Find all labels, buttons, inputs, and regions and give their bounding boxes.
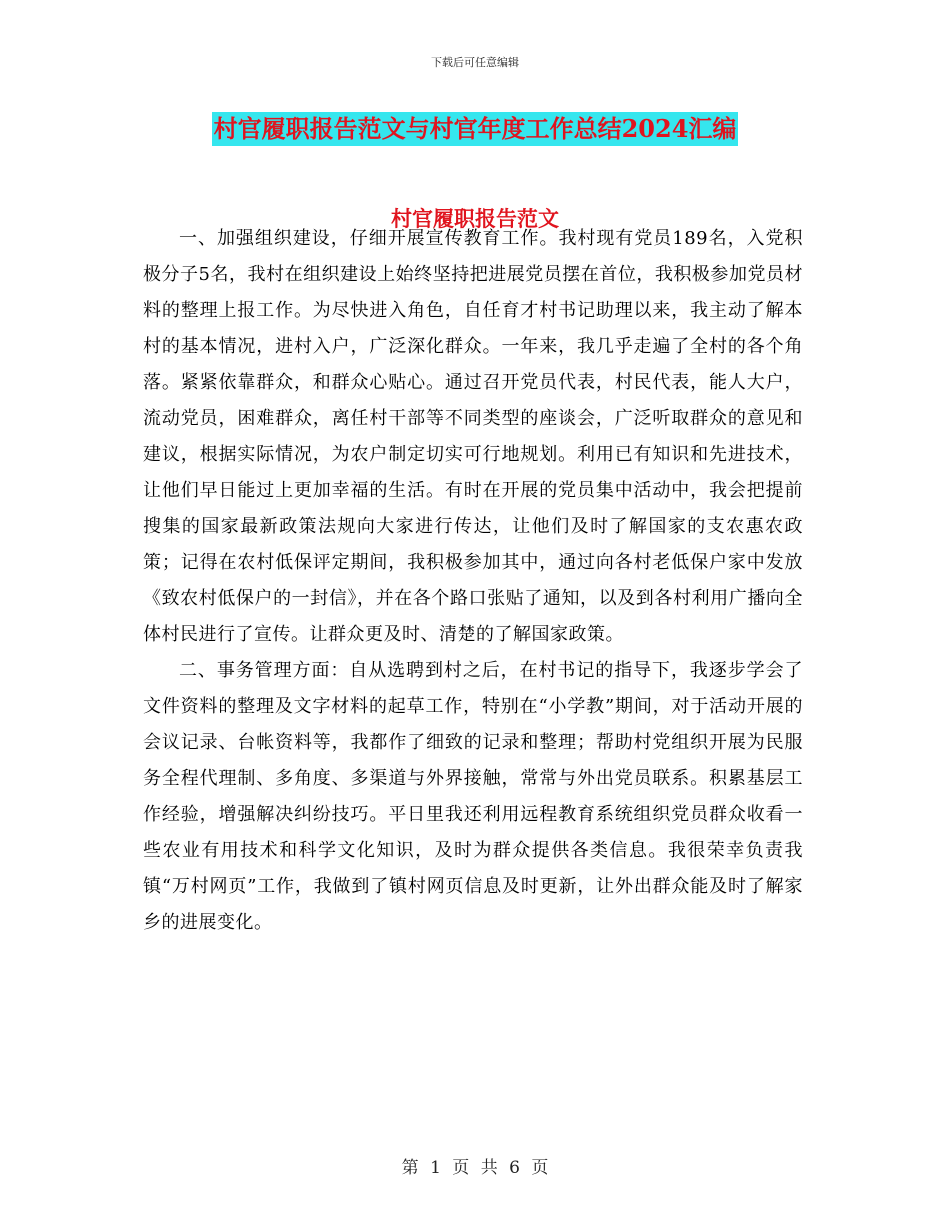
main-title-text: 村官履职报告范文与村官年度工作总结2024汇编 bbox=[212, 112, 739, 146]
main-title bbox=[0, 112, 950, 146]
header-note: 下载后可任意编辑 bbox=[431, 56, 519, 69]
body-text bbox=[143, 221, 803, 941]
page-footer: 第 1 页 共 6 页 bbox=[401, 1158, 549, 1178]
paragraph-1: 一、加强组织建设，仔细开展宣传教育工作。我村现有党员189名，入党积极分子5名，我村在组织建设上始终坚持把进展党员摆在首位，我积极参加党员材料的整理上报工作。为尽快进入角色，自任育才村书记助理以来，我主动了解本村的基本情况，进村入户，广泛深化群众。一年来，我几乎走遍了全村的各个角落。紧紧依靠群众，和群众心贴心。通过召开党员代表，村民代表，能人大户，流动党员，困难群众，离任村干部等不同类型的座谈会，广泛听取群众的意见和建议，根据实际情况，为农户制定切实可行地规划。利用已有知识和先进技术，让他们早日能过上更加幸福的生活。有时在开展的党员集中活动中，我会把提前搜集的国家最新政策法规向大家进行传达，让他们及时了解国家的支农惠农政策；记得在农村低保评定期间，我积极参加其中，通过向各村老低保户家中发放《致农村低保户的一封信》，并在各个路口张贴了通知，以及到各村利用广播向全体村民进行了宣传。让群众更及时、清楚的了解国家政策。 bbox=[143, 228, 803, 645]
paragraph-2: 二、事务管理方面：自从选聘到村之后，在村书记的指导下，我逐步学会了文件资料的整理及文字材料的起草工作，特别在“小学教”期间，对于活动开展的会议记录、台帐资料等，我都作了细致的记录和整理；帮助村党组织开展为民服务全程代理制、多角度、多渠道与外界接触，常常与外出党员联系。积累基层工作经验，增强解决纠纷技巧。平日里我还利用远程教育系统组织党员群众收看一些农业有用技术和科学文化知识，及时为群众提供各类信息。我很荣幸负责我镇“万村网页”工作，我做到了镇村网页信息及时更新，让外出群众能及时了解家乡的进展变化。 bbox=[143, 660, 803, 933]
section-title: 村官履职报告范文 bbox=[391, 206, 559, 231]
